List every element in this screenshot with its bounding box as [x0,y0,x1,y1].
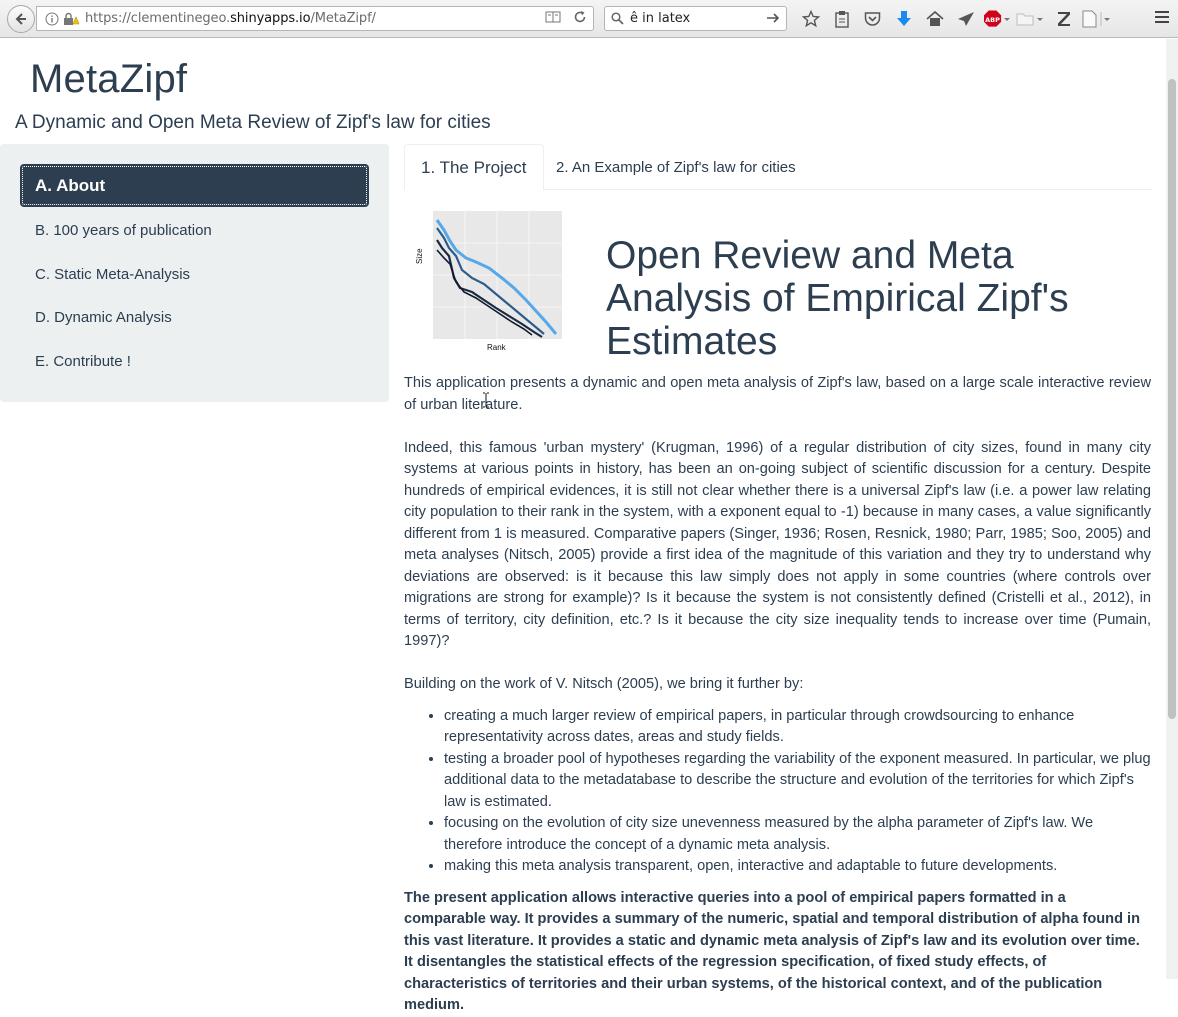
context-paragraph: Indeed, this famous 'urban mystery' (Krugman, 1996) of a regular distribution of city sizes, found in many city systems at various points in history, has been an on-going subject of scientific discussion for a century. Despite hundreds of empirical evidences, it is still not clear whether there is a universal Zipf's law (i.e. a power law relating city population to their rank in the system, with a exponent equal to -1) because in many cases, a value significantly different from 1 is measured. Comparative papers (Singer, 1936; Rosen, Resnick, 1980; Parr, 1985; Soo, 2005) and meta analyses (Nitsch, 2005) provide a first idea of the magnitude of this variation and they try to understand why deviations are observed: is it because this law simply does not apply in some countries (where controls over migrations are strong for example)? Is it because the system is not consistently defined (Cristelli et al., 2012), in terms of territory, city definition, etc.? Is it because the city size inequality tends to increase over time (Pumain, 1997)? [404,439,1151,649]
page-save-icon [1081,10,1111,28]
main-content [404,373,1151,1017]
pocket-icon [864,11,881,27]
folder-button[interactable] [1012,7,1048,31]
lock-warning-icon[interactable] [63,12,79,26]
sidebar-nav [0,144,389,402]
app-subtitle: A Dynamic and Open Meta Review of Zipf's law for cities [15,112,491,133]
zipf-rank-size-plot [414,208,566,356]
list-item: • testing a broader pool of hypotheses regarding the variability of the exponent measured. In particular, we plug additional data to the metadatabase to describe the structure and evolution of the territories for which Zipf's law is estimated. [444,749,1151,814]
url-domain: shinyapps.io [230,11,311,26]
back-button[interactable] [7,5,35,33]
star-icon [802,10,820,28]
sidebar-item-contribute[interactable]: E. Contribute ! [35,353,131,370]
paper-plane-icon [957,11,975,27]
zipf-thumbnail-figure [414,208,566,356]
address-bar[interactable] [36,6,594,31]
text-cursor-icon [483,392,489,408]
list-item: • focusing on the evolution of city size unevenness measured by the alpha parameter of Zipf's law. We therefore introduce the concept of a dynamic meta analysis. [444,813,1151,856]
tab-zipf-example[interactable]: 2. An Example of Zipf's law for cities [556,158,796,176]
tab-the-project[interactable]: 1. The Project [404,144,544,191]
search-input[interactable]: ê in latex [630,11,691,26]
page-scrollbar[interactable] [1166,39,1178,979]
info-icon[interactable] [45,12,59,26]
send-button[interactable] [950,7,981,31]
reload-icon[interactable] [573,10,587,24]
url-prefix: https://clementinegeo. [85,11,231,26]
home-button[interactable] [919,7,950,31]
sidebar-item-about[interactable]: A. About [20,164,369,207]
list-item: • creating a much larger review of empirical papers, in particular through crowdsourcing to enhance representativity across dates, areas and study fields. [444,706,1151,749]
browser-toolbar [0,0,1178,38]
search-bar[interactable] [604,6,787,31]
contribution-intro-paragraph: Building on the work of V. Nitsch (2005), we bring it further by: [404,676,804,692]
url-path: /MetaZipf/ [310,11,376,26]
reading-list-button[interactable] [826,7,857,31]
summary-bold-paragraph: The present application allows interactive queries into a pool of empirical papers formatted in a comparable way. It provides a summary of the numeric, spatial and temporal distribution of alpha found in this vast literature. It provides a static and dynamic meta analysis of Zipf's law and its evolution over time. It disentangles the statistical effects of the regression specification, of fixed study effects, of characteristics of territories and their urban systems, of the historical context, and of the publication medium. [404,889,1141,1013]
back-arrow-icon [13,11,29,27]
sidebar-item-static-meta-analysis[interactable]: C. Static Meta-Analysis [35,266,191,283]
downloads-button[interactable] [888,7,919,31]
zotero-button[interactable] [1048,7,1079,31]
main-heading: Open Review and Meta Analysis of Empirical Zipf's Estimates [606,234,1069,363]
scrollbar-thumb[interactable] [1168,79,1176,719]
clipboard-icon [834,10,850,28]
reader-view-icon[interactable] [545,10,561,24]
adblock-label: ABP [984,16,1000,24]
search-go-arrow-icon[interactable] [766,11,780,25]
sidebar-item-100-years[interactable]: B. 100 years of publication [35,222,212,239]
intro-paragraph: This application presents a dynamic and open meta analysis of Zipf's law, based on a large scale interactive review of urban literature. [404,375,1151,413]
zotero-z-icon [1056,10,1072,28]
contribution-list [444,706,1151,878]
bookmark-star-button[interactable] [795,7,826,31]
list-item: • making this meta analysis transparent, open, interactive and adaptable to future developments. [444,856,1151,878]
url-text[interactable] [85,11,376,26]
search-icon [611,12,624,25]
hamburger-menu-icon[interactable] [1154,9,1170,25]
pocket-button[interactable] [857,7,888,31]
figure-x-label: Rank [487,343,506,352]
home-icon [926,11,944,27]
figure-y-label: Size [415,248,424,264]
adblock-button[interactable] [981,7,1012,31]
adblock-icon [984,10,1010,28]
folder-icon [1015,11,1045,27]
app-title: MetaZipf [30,57,188,101]
sidebar-item-dynamic-analysis[interactable]: D. Dynamic Analysis [35,309,172,326]
download-arrow-icon [896,10,912,28]
zotero-save-button[interactable] [1079,7,1113,31]
tab-bar [404,144,1152,190]
